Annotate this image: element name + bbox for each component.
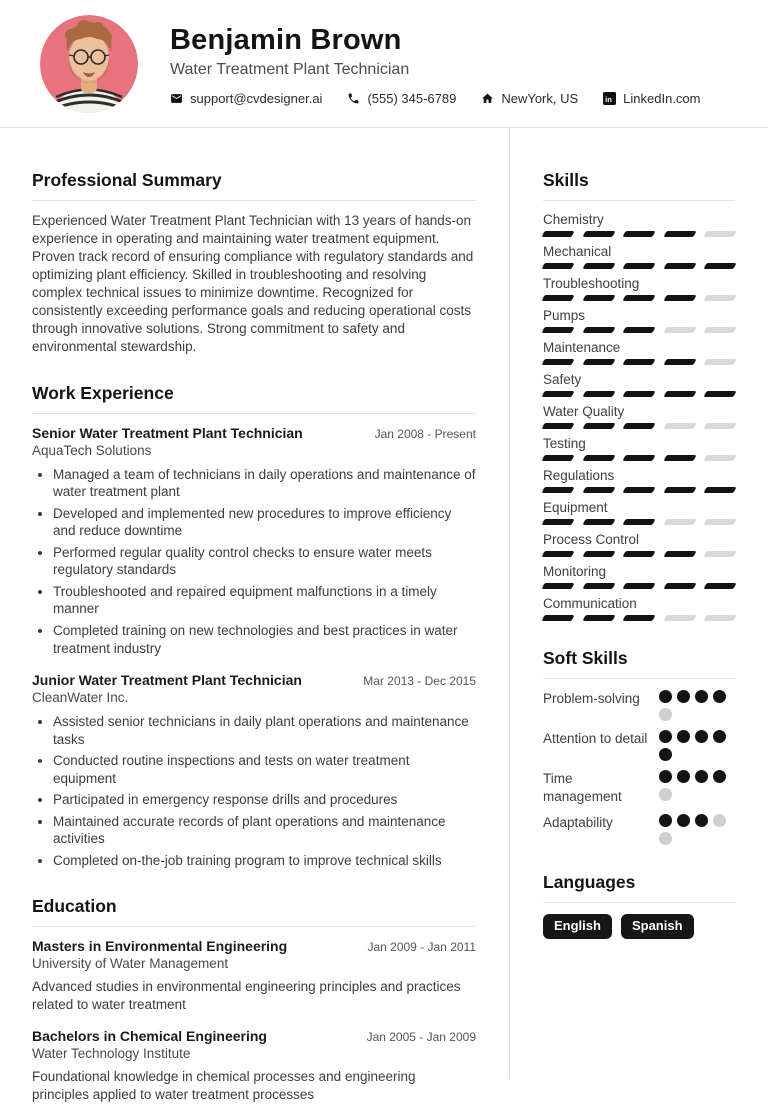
skill-name: Troubleshooting	[543, 276, 640, 291]
level-segment	[622, 519, 655, 525]
skill-name: Monitoring	[543, 564, 607, 579]
level-segment	[659, 832, 672, 845]
level-segment	[703, 295, 736, 301]
level-segment	[541, 551, 574, 557]
section-title-languages: Languages	[543, 872, 735, 903]
level-segment	[659, 788, 672, 801]
level-segment	[703, 391, 736, 397]
level-segment	[659, 730, 672, 743]
skill-level-bar	[543, 263, 735, 269]
job-period: Mar 2013 - Dec 2015	[363, 674, 476, 689]
job-period: Jan 2008 - Present	[374, 426, 476, 441]
candidate-name: Benjamin Brown	[170, 23, 402, 56]
job-bullet: • Troubleshooted and repaired equipment malfunctions in a timely manner	[53, 583, 476, 618]
contact-row	[170, 91, 701, 106]
level-segment	[582, 583, 615, 589]
level-segment	[541, 519, 574, 525]
level-segment	[663, 551, 696, 557]
section-title-education: Education	[32, 896, 476, 927]
level-segment	[663, 263, 696, 269]
section-education	[32, 896, 476, 1103]
level-segment	[541, 455, 574, 461]
skill-name: Mechanical	[543, 244, 612, 259]
skill-name: Testing	[543, 436, 586, 451]
level-segment	[663, 519, 696, 525]
level-segment	[695, 770, 708, 783]
contact-location[interactable]	[481, 91, 578, 106]
level-segment	[541, 295, 574, 301]
degree-title: Masters in Environmental Engineering	[32, 938, 288, 955]
level-segment	[703, 455, 736, 461]
level-segment	[713, 814, 726, 827]
level-segment	[622, 583, 655, 589]
avatar-illustration	[40, 15, 138, 113]
skill-item	[543, 532, 735, 557]
skill-level-bar	[543, 359, 735, 365]
skill-item	[543, 500, 735, 525]
skill-name: Communication	[543, 596, 637, 611]
skill-name: Safety	[543, 372, 582, 387]
degree-school: Water Technology Institute	[32, 1046, 191, 1062]
level-segment	[695, 690, 708, 703]
level-segment	[703, 231, 736, 237]
candidate-job-title: Water Treatment Plant Technician	[170, 61, 410, 79]
skills-list	[543, 212, 735, 621]
resume-header	[0, 0, 768, 128]
soft-skill-name: Attention to detail	[543, 731, 648, 746]
skill-level-bar	[543, 583, 735, 589]
skill-item	[543, 308, 735, 333]
level-segment	[703, 487, 736, 493]
skill-level-bar	[543, 519, 735, 525]
skill-level-bar	[543, 391, 735, 397]
level-segment	[677, 690, 690, 703]
level-segment	[659, 690, 672, 703]
section-professional-summary	[32, 170, 476, 356]
level-segment	[703, 263, 736, 269]
level-segment	[663, 615, 696, 621]
education-header	[32, 938, 476, 954]
contact-phone[interactable]	[347, 91, 456, 106]
level-segment	[663, 583, 696, 589]
skill-name: Chemistry	[543, 212, 604, 227]
skill-name: Maintenance	[543, 340, 621, 355]
skill-level-bar	[543, 615, 735, 621]
level-segment	[663, 231, 696, 237]
soft-skill-level-dots	[659, 690, 735, 721]
level-segment	[659, 770, 672, 783]
skill-name: Regulations	[543, 468, 615, 483]
soft-skill-item	[543, 770, 735, 805]
section-skills	[543, 170, 735, 621]
job-bullet: • Maintained accurate records of plant operations and maintenance activities	[53, 813, 476, 848]
job-bullet: • Completed training on new technologies and best practices in water treatment industry	[53, 622, 476, 657]
summary-text: Experienced Water Treatment Plant Technician with 13 years of hands-on experience in operating and maintaining water treatment equipment. Proven track record of ensuring compliance with regulatory standards and optimizing plant efficiency. Skilled in troubleshooting and resolving complex technical issues to minimize downtime. Recognized for consistently exceeding performance goals and reducing operational costs through innovative solutions. Strong commitment to safety and environmental stewardship.	[32, 213, 474, 354]
level-segment	[622, 391, 655, 397]
phone-icon	[347, 92, 360, 105]
level-segment	[541, 391, 574, 397]
contact-linkedin[interactable]	[603, 91, 700, 106]
level-segment	[622, 231, 655, 237]
level-segment	[541, 231, 574, 237]
job-bullet: • Developed and implemented new procedures to improve efficiency and reduce downtime	[53, 505, 476, 540]
section-languages	[543, 872, 735, 939]
language-badge: Spanish	[621, 914, 694, 939]
level-segment	[582, 551, 615, 557]
experience-list	[32, 425, 476, 870]
level-segment	[703, 359, 736, 365]
job-header	[32, 672, 476, 688]
skill-item	[543, 596, 735, 621]
skill-item	[543, 244, 735, 269]
contact-location-text: NewYork, US	[501, 91, 579, 107]
job-bullet: • Participated in emergency response drills and procedures	[53, 791, 476, 809]
sidebar-column	[510, 128, 768, 1078]
degree-period: Jan 2009 - Jan 2011	[367, 940, 476, 955]
degree-period: Jan 2005 - Jan 2009	[366, 1030, 476, 1045]
main-column	[0, 128, 510, 1102]
contact-phone-text: (555) 345-6789	[367, 91, 457, 107]
skill-item	[543, 468, 735, 493]
level-segment	[713, 730, 726, 743]
level-segment	[622, 487, 655, 493]
level-segment	[695, 730, 708, 743]
section-title-skills: Skills	[543, 170, 735, 201]
education-list	[32, 938, 476, 1103]
section-title-summary: Professional Summary	[32, 170, 476, 201]
level-segment	[663, 487, 696, 493]
job-company: AquaTech Solutions	[32, 442, 152, 458]
level-segment	[703, 583, 736, 589]
section-title-soft-skills: Soft Skills	[543, 648, 735, 679]
level-segment	[582, 487, 615, 493]
level-segment	[695, 814, 708, 827]
degree-description: Advanced studies in environmental engineering principles and practices related to water treatment	[32, 979, 461, 1013]
level-segment	[663, 391, 696, 397]
job-bullet: • Completed on-the-job training program to improve technical skills	[53, 852, 476, 870]
job-company: CleanWater Inc.	[32, 690, 129, 706]
level-segment	[541, 487, 574, 493]
skill-level-bar	[543, 423, 735, 429]
degree-title: Bachelors in Chemical Engineering	[32, 1028, 267, 1045]
level-segment	[622, 455, 655, 461]
job-bullet: • Assisted senior technicians in daily plant operations and maintenance tasks	[53, 713, 476, 748]
skill-item	[543, 372, 735, 397]
level-segment	[659, 748, 672, 761]
job-bullet-list	[53, 466, 476, 657]
level-segment	[703, 519, 736, 525]
experience-item	[32, 425, 476, 657]
level-segment	[582, 263, 615, 269]
education-item	[32, 938, 476, 1014]
job-bullet: • Performed regular quality control checks to ensure water meets regulatory standards	[53, 544, 476, 579]
soft-skill-name: Time management	[543, 771, 622, 804]
svg-text:in: in	[605, 94, 613, 104]
skill-name: Pumps	[543, 308, 586, 323]
section-title-experience: Work Experience	[32, 383, 476, 414]
education-item	[32, 1028, 476, 1104]
education-header	[32, 1028, 476, 1044]
job-title: Junior Water Treatment Plant Technician	[32, 672, 302, 689]
skill-level-bar	[543, 327, 735, 333]
level-segment	[582, 295, 615, 301]
level-segment	[677, 770, 690, 783]
level-segment	[663, 327, 696, 333]
skill-item	[543, 212, 735, 237]
resume-body	[0, 128, 768, 1102]
email-icon	[170, 92, 183, 105]
job-bullet: • Managed a team of technicians in daily operations and maintenance of water treatment plant	[53, 466, 476, 501]
contact-email[interactable]	[170, 91, 322, 106]
level-segment	[677, 814, 690, 827]
level-segment	[659, 814, 672, 827]
home-icon	[481, 92, 494, 105]
level-segment	[541, 583, 574, 589]
level-segment	[541, 359, 574, 365]
skill-level-bar	[543, 295, 735, 301]
level-segment	[622, 551, 655, 557]
level-segment	[677, 730, 690, 743]
level-segment	[582, 615, 615, 621]
level-segment	[582, 391, 615, 397]
level-segment	[582, 231, 615, 237]
skill-item	[543, 436, 735, 461]
level-segment	[622, 359, 655, 365]
skill-name: Water Quality	[543, 404, 625, 419]
level-segment	[582, 519, 615, 525]
skill-name: Process Control	[543, 532, 640, 547]
level-segment	[622, 423, 655, 429]
soft-skill-item	[543, 730, 735, 761]
identity-block	[170, 22, 701, 106]
section-soft-skills	[543, 648, 735, 845]
skill-level-bar	[543, 231, 735, 237]
level-segment	[703, 615, 736, 621]
level-segment	[582, 327, 615, 333]
soft-skill-level-dots	[659, 770, 735, 805]
level-segment	[582, 423, 615, 429]
job-bullet-list	[53, 713, 476, 869]
soft-skill-level-dots	[659, 814, 735, 845]
soft-skill-name: Adaptability	[543, 815, 613, 831]
level-segment	[663, 455, 696, 461]
level-segment	[663, 295, 696, 301]
level-segment	[541, 423, 574, 429]
level-segment	[541, 263, 574, 269]
skill-item	[543, 276, 735, 301]
level-segment	[582, 359, 615, 365]
level-segment	[622, 263, 655, 269]
avatar	[40, 15, 138, 113]
skill-item	[543, 564, 735, 589]
skill-level-bar	[543, 455, 735, 461]
level-segment	[541, 615, 574, 621]
level-segment	[663, 423, 696, 429]
job-header	[32, 425, 476, 441]
section-work-experience	[32, 383, 476, 870]
soft-skill-item	[543, 690, 735, 721]
skill-name: Equipment	[543, 500, 608, 515]
skill-level-bar	[543, 551, 735, 557]
contact-email-text: support@cvdesigner.ai	[190, 91, 323, 107]
languages-list	[543, 914, 735, 939]
soft-skill-item	[543, 814, 735, 845]
level-segment	[713, 770, 726, 783]
contact-linkedin-text: LinkedIn.com	[623, 91, 701, 107]
level-segment	[703, 551, 736, 557]
degree-description: Foundational knowledge in chemical processes and engineering principles applied to water treatment processes	[32, 1069, 416, 1102]
level-segment	[541, 327, 574, 333]
level-segment	[713, 690, 726, 703]
skill-level-bar	[543, 487, 735, 493]
level-segment	[622, 327, 655, 333]
linkedin-icon	[603, 92, 616, 105]
soft-skill-name: Problem-solving	[543, 691, 640, 706]
level-segment	[663, 359, 696, 365]
job-bullet: • Conducted routine inspections and tests on water treatment equipment	[53, 752, 476, 787]
degree-school: University of Water Management	[32, 956, 229, 972]
soft-skill-level-dots	[659, 730, 735, 761]
skill-item	[543, 404, 735, 429]
experience-item	[32, 672, 476, 869]
level-segment	[582, 455, 615, 461]
level-segment	[622, 295, 655, 301]
level-segment	[622, 615, 655, 621]
level-segment	[659, 708, 672, 721]
level-segment	[703, 327, 736, 333]
skill-item	[543, 340, 735, 365]
soft-skills-list	[543, 690, 735, 845]
level-segment	[703, 423, 736, 429]
job-title: Senior Water Treatment Plant Technician	[32, 424, 303, 441]
language-badge: English	[543, 914, 612, 939]
